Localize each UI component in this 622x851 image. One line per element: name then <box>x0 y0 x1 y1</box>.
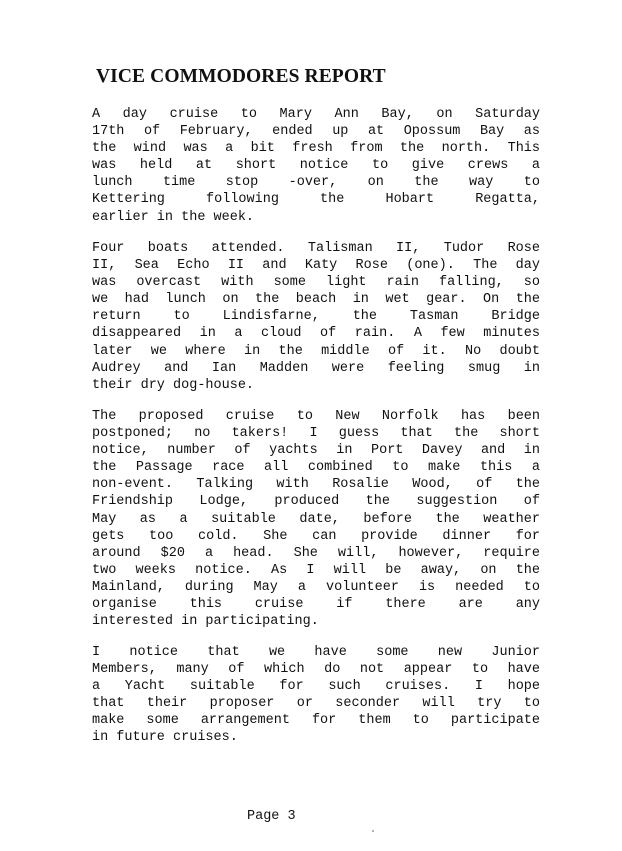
paragraph-new-norfolk-cruise <box>92 408 540 630</box>
text-line: we had lunch on the beach in wet gear. On the <box>92 292 540 308</box>
text-line: lunch time stop -over, on the way to <box>92 175 540 191</box>
text-line: postponed; no takers! I guess that the short <box>92 426 540 442</box>
text-line: A day cruise to Mary Ann Bay, on Saturday <box>92 107 540 122</box>
text-line: was held at short notice to give crews a <box>92 158 540 174</box>
scan-speck <box>372 830 374 832</box>
page-number: Page 3 <box>247 809 296 824</box>
report-title: VICE COMMODORES REPORT <box>96 66 386 87</box>
text-line: disappeared in a cloud of rain. A few minutes <box>92 326 540 342</box>
text-line: a Yacht suitable for such cruises. I hope <box>92 679 540 695</box>
text-line: Kettering following the Hobart Regatta, <box>92 192 540 208</box>
text-line: two weeks notice. As I will be away, on the <box>92 562 540 578</box>
text-line: The proposed cruise to New Norfolk has been <box>92 409 540 424</box>
text-line: interested in participating. <box>92 614 319 630</box>
text-line: gets too cold. She can provide dinner for <box>92 528 540 544</box>
text-line: their dry dog-house. <box>92 377 255 393</box>
text-line: Members, many of which do not appear to have <box>92 662 540 678</box>
text-line: make some arrangement for them to participate <box>92 713 540 729</box>
paragraph-junior-members <box>92 644 540 747</box>
text-line: 17th of February, ended up at Opossum Bay as <box>92 124 540 140</box>
text-line: around $20 a head. She will, however, require <box>92 545 540 561</box>
text-line: later we where in the middle of it. No doubt <box>92 343 540 359</box>
text-line: the wind was a bit fresh from the north. This <box>92 141 540 157</box>
paragraph-day-cruise <box>92 106 540 226</box>
text-line: I notice that we have some new Junior <box>92 645 540 660</box>
text-line: May as a suitable date, before the weather <box>92 511 540 527</box>
text-line: that their proposer or seconder will try to <box>92 696 540 712</box>
text-line: notice, number of yachts in Port Davey and in <box>92 443 540 459</box>
text-line: organise this cruise if there are any <box>92 597 540 613</box>
text-line: earlier in the week. <box>92 209 255 225</box>
text-line: Mainland, during May a volunteer is needed to <box>92 579 540 595</box>
text-line: II, Sea Echo II and Katy Rose (one). The day <box>92 258 540 274</box>
text-line: non-event. Talking with Rosalie Wood, of the <box>92 477 540 493</box>
text-line: in future cruises. <box>92 730 238 746</box>
text-line: Friendship Lodge, produced the suggestion of <box>92 494 540 510</box>
text-line: Audrey and Ian Madden were feeling smug in <box>92 360 540 376</box>
paragraph-boats-attended <box>92 240 540 394</box>
text-line: the Passage race all combined to make this a <box>92 460 540 476</box>
text-line: return to Lindisfarne, the Tasman Bridge <box>92 309 540 325</box>
text-line: was overcast with some light rain falling, so <box>92 275 540 291</box>
text-line: Four boats attended. Talisman II, Tudor Rose <box>92 241 540 256</box>
